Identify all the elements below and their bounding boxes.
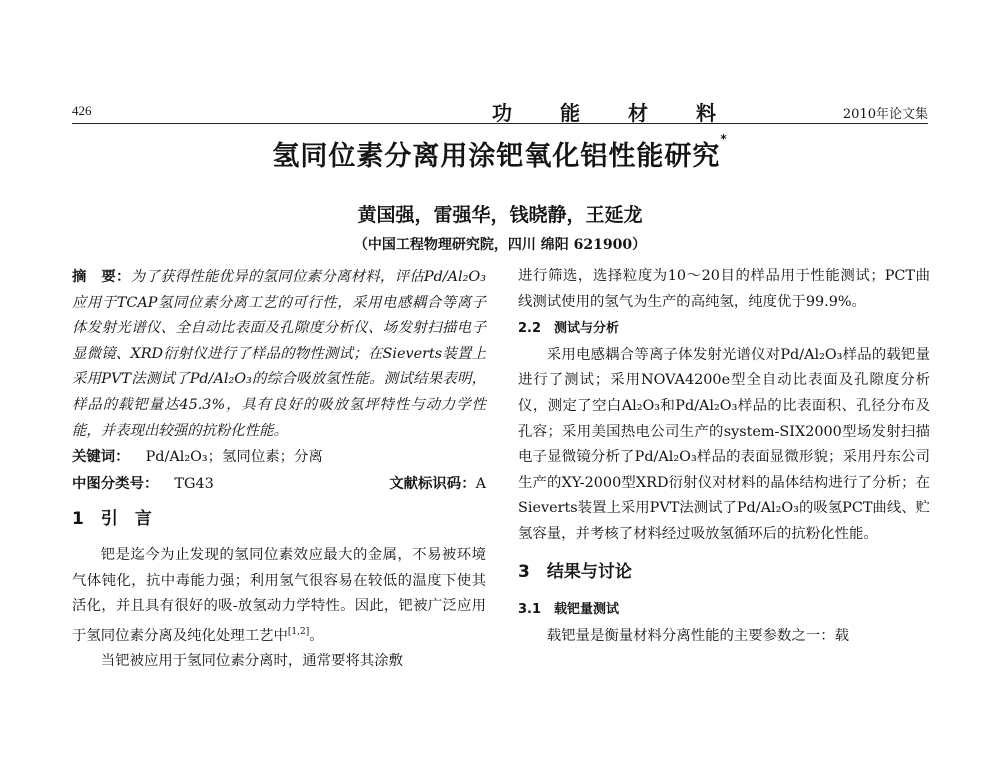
affiliation: （中国工程物理研究院，四川 绵阳 621900） <box>353 237 647 253</box>
keywords <box>72 444 486 471</box>
testing-analysis-paragraph: 采用电感耦合等离子体发射光谱仪对Pd/Al₂O₃样品的载钯量进行了测试；采用NOVA4200e型全自动比表面及孔隙度分析仪，测定了空白Al₂O₃和Pd/Al₂O₃样品的比表面积、孔径分布及孔容；采用美国热电公司生产的system-SIX2000型场发射扫描电子显微镜分析了Pd/Al₂O₃样品的表面显微形貌；采用丹东公司生产的XY-2000型XRD衍射仪对材料的晶体结构进行了分析；在Sieverts装置上采用PVT法测试了Pd/Al₂O₃的吸氢PCT曲线、贮氢容量，并考核了材料经过吸放氢循环后的抗粉化性能。 <box>518 346 930 542</box>
clc-label: 中图分类号： <box>72 474 159 492</box>
collection-label: 2010年论文集 <box>842 107 928 122</box>
doc-code-label: 文献标识码： <box>389 474 476 492</box>
abstract-text: 为了获得性能优异的氢同位素分离材料，评估Pd/Al₂O₃应用于TCAP氢同位素分离工艺的可行性，采用电感耦合等离子体发射光谱仪、全自动比表面及孔隙度分析仪、场发射扫描电子显微镜、XRD衍射仪进行了样品的物性测试；在Sieverts装置上采用PVT法测试了Pd/Al₂O₃的综合吸放氢性能。测试结果表明，样品的载钯量达45.3%，具有良好的吸放氢坪特性与动力学性能，并表现出较强的抗粉化性能。 <box>72 269 486 439</box>
paper-title <box>0 134 1000 173</box>
author-list: 黄国强，雷强华，钱晓静，王延龙 <box>357 204 643 226</box>
section-1-heading: 1 引 言 <box>72 509 152 530</box>
classification-line <box>72 471 486 498</box>
title-footnote-mark: * <box>720 132 728 146</box>
abstract-label: 摘 要： <box>72 268 131 285</box>
right-column <box>518 264 930 649</box>
section-2-2-heading: 2.2 测试与分析 <box>518 321 620 337</box>
intro-paragraph-1-end: 。 <box>309 627 324 644</box>
keywords-label: 关键词： <box>72 448 130 466</box>
paper-title-text: 氢同位素分离用涂钯氧化铝性能研究 <box>272 141 721 172</box>
section-3-heading: 3 结果与讨论 <box>518 561 632 582</box>
keywords-text: Pd/Al₂O₃；氢同位素；分离 <box>145 449 323 466</box>
section-3-1-heading: 3.1 载钯量测试 <box>518 602 620 618</box>
citation-ref: [1,2] <box>287 626 310 637</box>
journal-name: 功能材料 <box>492 101 764 125</box>
intro-paragraph-2: 当钯被应用于氢同位素分离时，通常要将其涂敷 <box>100 653 404 670</box>
page-number: 426 <box>72 103 92 118</box>
clc-value: TG43 <box>174 475 214 492</box>
abstract <box>72 264 486 444</box>
sample-selection-paragraph: 进行筛选，选择粒度为10～20目的样品用于性能测试；PCT曲线测试使用的氢气为生产的高纯氢，纯度优于99.9%。 <box>518 268 930 310</box>
running-header <box>72 101 928 123</box>
header-rule <box>72 123 928 124</box>
palladium-loading-paragraph: 载钯量是衡量材料分离性能的主要参数之一：载 <box>546 627 850 644</box>
intro-paragraph-1 <box>72 543 486 649</box>
left-column <box>72 264 486 675</box>
intro-paragraph-1-text: 钯是迄今为止发现的氢同位素效应最大的金属，不易被环境气体钝化，抗中毒能力强；利用氢气很容易在较低的温度下使其活化，并且具有很好的吸-放氢动力学特性。因此，钯被广泛应用于氢同位素分离及纯化处理工艺中 <box>72 546 486 644</box>
doc-code-value: A <box>475 475 486 492</box>
